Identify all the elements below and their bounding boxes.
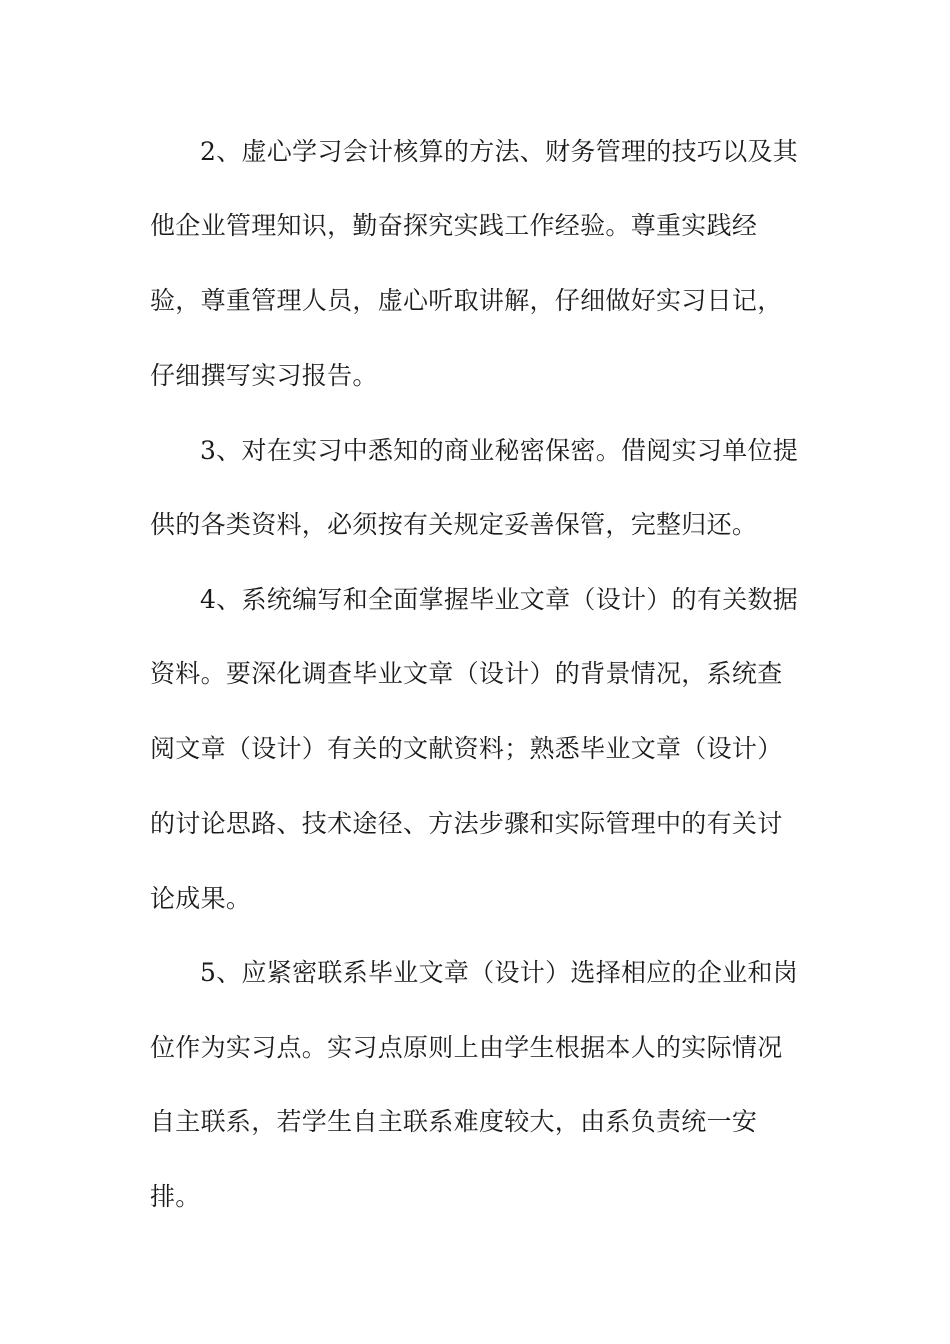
paragraph-5-line-3: 自主联系，若学生自主联系难度较大，由系负责统一安 (150, 1107, 758, 1136)
paragraph-5-line-2: 位作为实习点。实习点原则上由学生根据本人的实际情况 (150, 1033, 783, 1062)
paragraph-3-line-1: 3、对在实习中悉知的商业秘密保密。借阅实习单位提 (200, 436, 799, 465)
paragraph-4-line-3: 阅文章（设计）有关的文献资料；熟悉毕业文章（设计） (150, 734, 783, 763)
paragraph-2-line-1: 2、虚心学习会计核算的方法、财务管理的技巧以及其 (200, 137, 799, 166)
paragraph-4-line-4: 的讨论思路、技术途径、方法步骤和实际管理中的有关讨 (150, 809, 783, 838)
paragraph-3-line-2: 供的各类资料，必须按有关规定妥善保管，完整归还。 (150, 510, 758, 539)
paragraph-5-line-1: 5、应紧密联系毕业文章（设计）选择相应的企业和岗 (200, 958, 799, 987)
paragraph-2-line-2: 他企业管理知识，勤奋探究实践工作经验。尊重实践经 (150, 211, 758, 240)
paragraph-2-line-4: 仔细撰写实习报告。 (150, 361, 378, 390)
paragraph-4-line-5: 论成果。 (150, 884, 252, 913)
paragraph-4-line-1: 4、系统编写和全面掌握毕业文章（设计）的有关数据 (200, 585, 799, 614)
paragraph-5-line-4: 排。 (150, 1182, 201, 1211)
paragraph-2-line-3: 验，尊重管理人员，虚心听取讲解，仔细做好实习日记， (150, 286, 783, 315)
paragraph-4-line-2: 资料。要深化调查毕业文章（设计）的背景情况，系统查 (150, 659, 783, 688)
